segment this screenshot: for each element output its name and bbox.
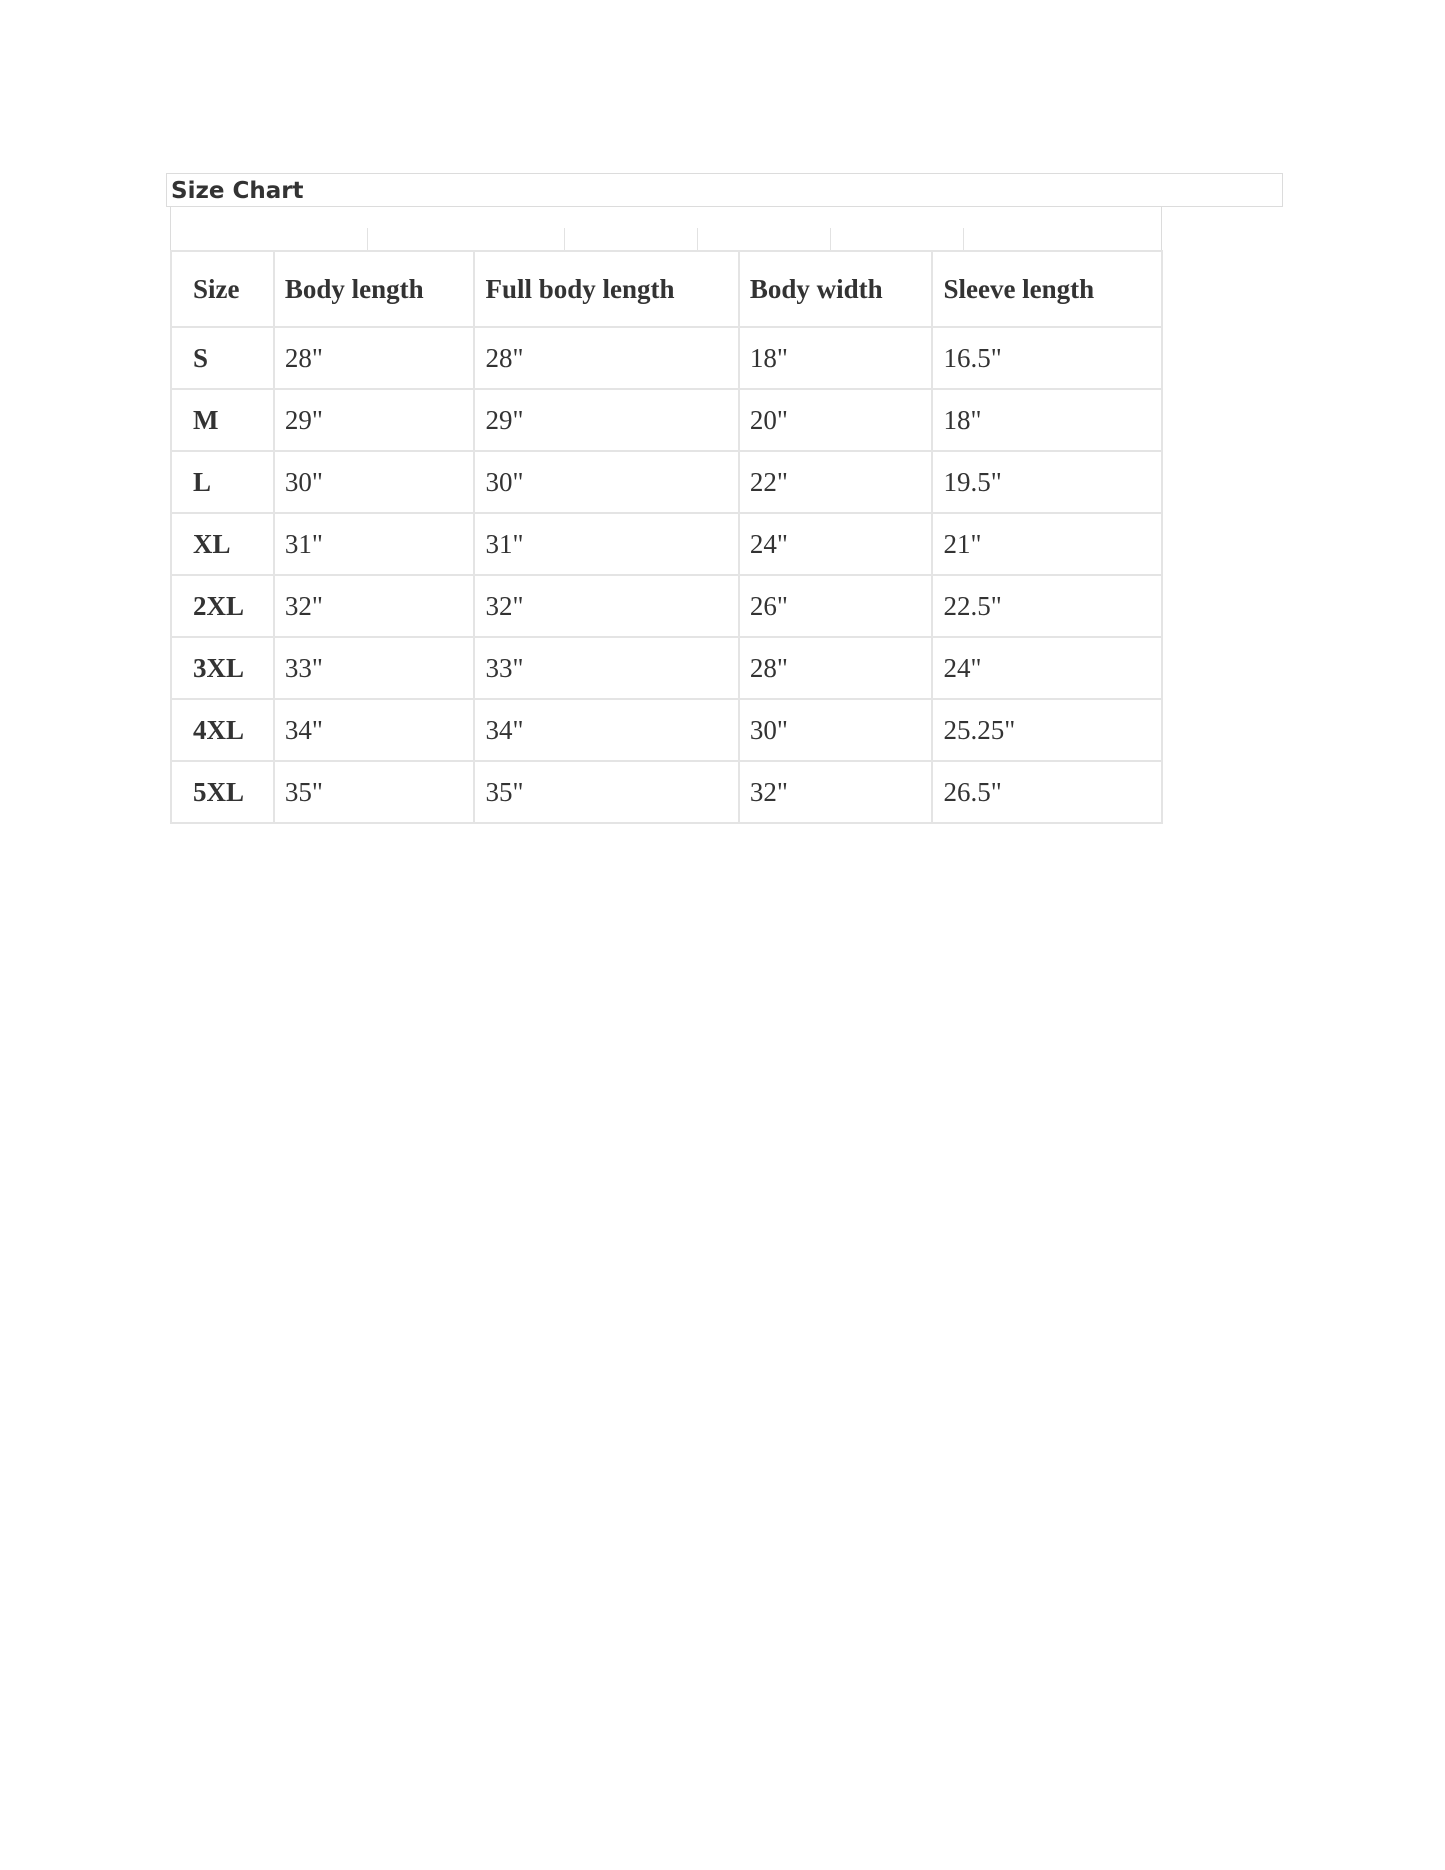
page-title: Size Chart — [171, 178, 304, 204]
size-cell: XL — [171, 513, 274, 575]
table-row — [171, 451, 1162, 513]
table-row — [171, 513, 1162, 575]
sleeve-length-cell: 21" — [932, 513, 1162, 575]
body-length-cell: 31" — [274, 513, 475, 575]
sleeve-length-cell: 19.5" — [932, 451, 1162, 513]
empty-header-row — [170, 207, 1162, 250]
body-length-cell: 28" — [274, 327, 475, 389]
size-cell: 4XL — [171, 699, 274, 761]
full-body-length-cell: 28" — [474, 327, 738, 389]
size-cell: 5XL — [171, 761, 274, 823]
column-header-sleeve-length: Sleeve length — [932, 251, 1162, 327]
size-cell: 2XL — [171, 575, 274, 637]
body-length-cell: 35" — [274, 761, 475, 823]
table-row — [171, 389, 1162, 451]
sleeve-length-cell: 18" — [932, 389, 1162, 451]
table-row — [171, 761, 1162, 823]
body-length-cell: 34" — [274, 699, 475, 761]
body-width-cell: 18" — [739, 327, 933, 389]
full-body-length-cell: 32" — [474, 575, 738, 637]
table-row — [171, 327, 1162, 389]
size-cell: L — [171, 451, 274, 513]
sleeve-length-cell: 25.25" — [932, 699, 1162, 761]
body-width-cell: 24" — [739, 513, 933, 575]
column-header-body-width: Body width — [739, 251, 933, 327]
body-width-cell: 28" — [739, 637, 933, 699]
column-divider — [564, 228, 565, 250]
column-header-full-body-length: Full body length — [474, 251, 738, 327]
column-divider — [830, 228, 831, 250]
size-cell: 3XL — [171, 637, 274, 699]
body-length-cell: 33" — [274, 637, 475, 699]
full-body-length-cell: 29" — [474, 389, 738, 451]
full-body-length-cell: 31" — [474, 513, 738, 575]
column-header-body-length: Body length — [274, 251, 475, 327]
column-header-size: Size — [171, 251, 274, 327]
sleeve-length-cell: 16.5" — [932, 327, 1162, 389]
full-body-length-cell: 33" — [474, 637, 738, 699]
size-chart-table — [170, 250, 1163, 824]
size-cell: S — [171, 327, 274, 389]
size-cell: M — [171, 389, 274, 451]
body-width-cell: 22" — [739, 451, 933, 513]
body-width-cell: 32" — [739, 761, 933, 823]
column-divider — [963, 228, 964, 250]
table-row — [171, 575, 1162, 637]
body-width-cell: 26" — [739, 575, 933, 637]
body-width-cell: 20" — [739, 389, 933, 451]
body-length-cell: 29" — [274, 389, 475, 451]
full-body-length-cell: 35" — [474, 761, 738, 823]
column-divider — [367, 228, 368, 250]
sleeve-length-cell: 24" — [932, 637, 1162, 699]
column-divider — [697, 228, 698, 250]
body-width-cell: 30" — [739, 699, 933, 761]
table-row — [171, 699, 1162, 761]
full-body-length-cell: 30" — [474, 451, 738, 513]
sleeve-length-cell: 26.5" — [932, 761, 1162, 823]
title-bar — [166, 173, 1283, 207]
body-length-cell: 30" — [274, 451, 475, 513]
full-body-length-cell: 34" — [474, 699, 738, 761]
table-row — [171, 637, 1162, 699]
sleeve-length-cell: 22.5" — [932, 575, 1162, 637]
body-length-cell: 32" — [274, 575, 475, 637]
table-header-row — [171, 251, 1162, 327]
